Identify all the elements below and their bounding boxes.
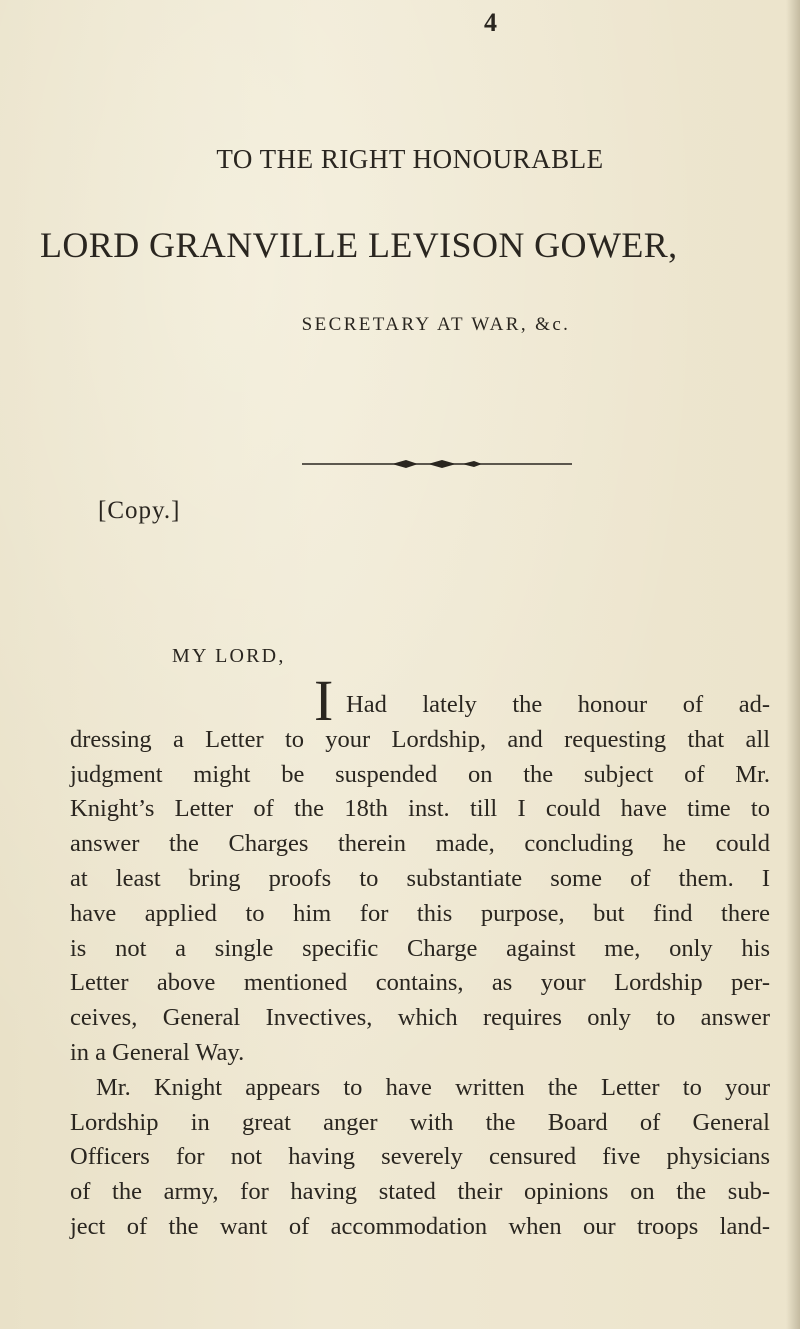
letter-body [70,668,770,1245]
text-line: ject of the want of accommodation when our troops land- [70,1212,770,1240]
ornamental-rule [302,458,572,470]
letter-first-line [70,668,770,733]
text-line: ceives, General Invectives, which requires only to answer [70,1004,770,1032]
text-line: Letter above mentioned contains, as your Lordship per- [70,969,770,997]
text-line: Lordship in great anger with the Board of General [70,1108,770,1136]
first-line-text: Had lately the honour of ad- [346,691,770,718]
text-line: Knight’s Letter of the 18th inst. till I could have time to [70,795,770,823]
dedication-heading: TO THE RIGHT HONOURABLE [216,144,604,174]
text-line: Mr. Knight appears to have written the Letter to your [96,1073,770,1101]
text-line: Officers for not having severely censured five physicians [70,1143,770,1171]
drop-cap: I [314,668,334,733]
dedication-office: SECRETARY AT WAR, &c. [301,314,571,335]
copy-label: [Copy.] [98,497,181,524]
text-line: answer the Charges therein made, concluding he could [70,830,770,858]
page-edge-shadow [786,0,800,1329]
text-line: at least bring proofs to substantiate some of them. I [70,864,770,892]
text-line: of the army, for having stated their opinions on the sub- [70,1178,770,1206]
text-line: judgment might be suspended on the subject of Mr. [70,760,770,788]
text-line: is not a single specific Charge against me, only his [70,934,770,962]
text-line: have applied to him for this purpose, but find there [70,899,770,927]
salutation: MY LORD, [172,645,286,667]
page-number: 4 [484,8,497,37]
text-line: in a General Way. [70,1038,245,1066]
dedication-name: LORD GRANVILLE LEVISON GOWER, [40,225,678,265]
text-line: dressing a Letter to your Lordship, and requesting that all [70,725,770,753]
